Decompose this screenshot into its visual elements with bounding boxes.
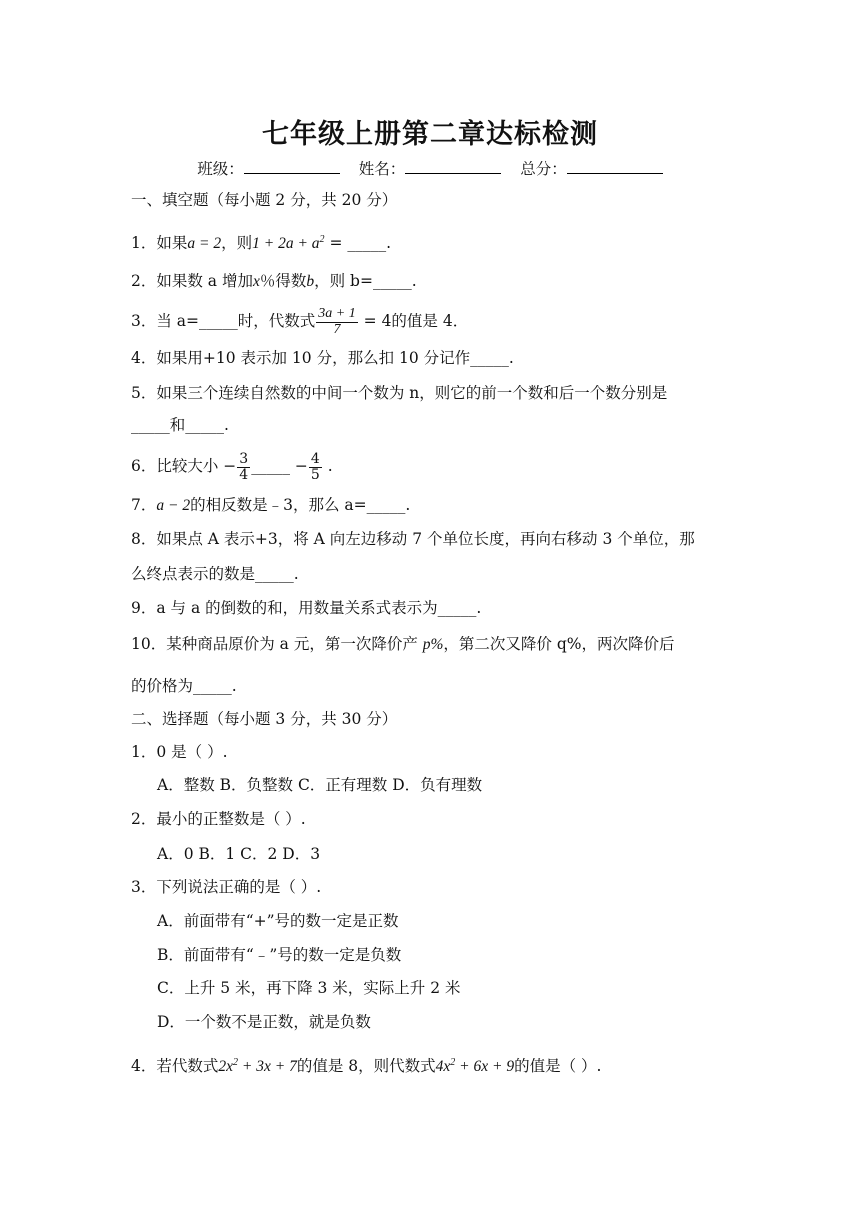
q3-numerator: 3a + 1 bbox=[318, 306, 356, 321]
q4-expression-2-lead: 4x bbox=[435, 1058, 451, 1076]
q2-text-a: 2．如果数 a 增加 bbox=[131, 272, 253, 290]
q4-expression-2-rest: + 6x + 9 bbox=[455, 1058, 515, 1076]
name-label: 姓名： bbox=[358, 160, 406, 178]
choice-question-3-option-a: A．前面带有“+”号的数一定是正数 bbox=[157, 912, 399, 930]
choice-question-1-options: A．整数 B．负整数 C．正有理数 D．负有理数 bbox=[157, 776, 483, 794]
q6-denominator-1: 4 bbox=[239, 466, 249, 483]
q4-expression-1-rest: + 3x + 7 bbox=[238, 1058, 297, 1076]
fill-question-10-line-2: 的价格为_____. bbox=[131, 677, 237, 695]
q3-denominator: 7 bbox=[333, 321, 341, 337]
fill-question-2 bbox=[131, 270, 417, 293]
q6-fraction-1 bbox=[237, 452, 250, 482]
q1-text-b: ，则 bbox=[221, 234, 253, 253]
choice-question-2-options: A．0 B．1 C．2 D．3 bbox=[157, 845, 321, 863]
choice-question-4 bbox=[131, 1052, 601, 1078]
student-info-row bbox=[0, 157, 860, 179]
q1-text-c: = _____. bbox=[324, 234, 392, 253]
fill-question-6 bbox=[131, 452, 333, 482]
fill-question-1 bbox=[131, 229, 391, 255]
q6-fraction-2 bbox=[309, 452, 322, 482]
q6-text-c: . bbox=[322, 457, 333, 476]
fill-question-9: 9．a 与 a 的倒数的和，用数量关系式表示为_____. bbox=[131, 599, 482, 617]
q6-numerator-1: 3 bbox=[239, 451, 249, 467]
choice-question-2: 2．最小的正整数是（ ）. bbox=[131, 810, 306, 828]
fill-question-5-line-2: _____和_____. bbox=[131, 416, 229, 434]
q3-text-b: = 4的值是 4． bbox=[358, 312, 469, 331]
fill-question-7 bbox=[131, 494, 410, 517]
fill-question-5-line-1: 5．如果三个连续自然数的中间一个数为 n，则它的前一个数和后一个数分别是 bbox=[131, 384, 668, 402]
fill-question-8-line-1: 8．如果点 A 表示+3，将 A 向左边移动 7 个单位长度，再向右移动 3 个单位，那 bbox=[131, 530, 695, 548]
q6-denominator-2: 5 bbox=[310, 466, 320, 483]
q6-text-b: _____ − bbox=[251, 457, 308, 476]
fill-question-8-line-2: 么终点表示的数是_____. bbox=[131, 565, 299, 583]
q4-text-b: 的值是 8，则代数式 bbox=[296, 1057, 436, 1076]
fill-question-10-line-1 bbox=[131, 633, 675, 656]
class-blank bbox=[244, 159, 340, 174]
choice-question-3-option-b: B．前面带有“﹣”号的数一定是负数 bbox=[157, 946, 402, 964]
choice-question-1: 1．0 是（ ）. bbox=[131, 743, 228, 761]
q4-expression-1-exponent: 2 bbox=[233, 1057, 239, 1068]
q3-fraction bbox=[316, 307, 357, 337]
q6-text-a: 6．比较大小 − bbox=[131, 457, 237, 476]
page-title: 七年级上册第二章达标检测 bbox=[262, 119, 598, 150]
q7-text-a: 7． bbox=[131, 496, 157, 514]
q1-expression: 1 + 2a + a bbox=[252, 235, 320, 253]
fill-question-4: 4．如果用+10 表示加 10 分，那么扣 10 分记作_____. bbox=[131, 349, 514, 367]
q4-text-a: 4．若代数式 bbox=[131, 1057, 219, 1076]
q7-text-b: 的相反数是﹣3，那么 a=_____. bbox=[190, 496, 411, 514]
q1-exponent: 2 bbox=[319, 234, 325, 245]
q4-expression-1-lead: 2x bbox=[218, 1058, 234, 1076]
fill-question-3 bbox=[131, 307, 468, 337]
q10-text-b: ，第二次又降价 q%，两次降价后 bbox=[443, 635, 675, 653]
name-blank bbox=[405, 159, 501, 174]
q2-text-c: ，则 b=_____. bbox=[314, 272, 417, 290]
q10-text-a: 10．某种商品原价为 a 元，第一次降价产 bbox=[131, 635, 423, 653]
choice-question-3-option-d: D．一个数不是正数，就是负数 bbox=[157, 1013, 371, 1031]
section-heading-fill: 一、填空题（每小题 2 分，共 20 分） bbox=[131, 191, 398, 209]
q10-p-percent: p% bbox=[422, 636, 444, 653]
q1-text-a: 1．如果 bbox=[131, 234, 188, 253]
q7-expression: a − 2 bbox=[156, 497, 191, 514]
q2-variable-x: x bbox=[252, 273, 260, 290]
q1-equation: a = 2 bbox=[187, 235, 222, 253]
q3-text-a: 3．当 a=_____时，代数式 bbox=[131, 312, 316, 331]
score-blank bbox=[567, 159, 663, 174]
choice-question-3-option-c: C．上升 5 米，再下降 3 米，实际上升 2 米 bbox=[157, 979, 461, 997]
q2-text-b: ％得数 bbox=[259, 272, 307, 290]
q4-text-c: 的值是（ ）. bbox=[514, 1057, 602, 1076]
score-label: 总分： bbox=[520, 160, 567, 178]
choice-question-3: 3．下列说法正确的是（ ）. bbox=[131, 878, 322, 896]
q2-variable-b: b bbox=[306, 273, 315, 290]
q6-numerator-2: 4 bbox=[310, 451, 320, 467]
section-heading-choice: 二、选择题（每小题 3 分，共 30 分） bbox=[131, 710, 398, 728]
q4-expression-2-exponent: 2 bbox=[450, 1057, 456, 1068]
class-label: 班级： bbox=[197, 160, 244, 178]
